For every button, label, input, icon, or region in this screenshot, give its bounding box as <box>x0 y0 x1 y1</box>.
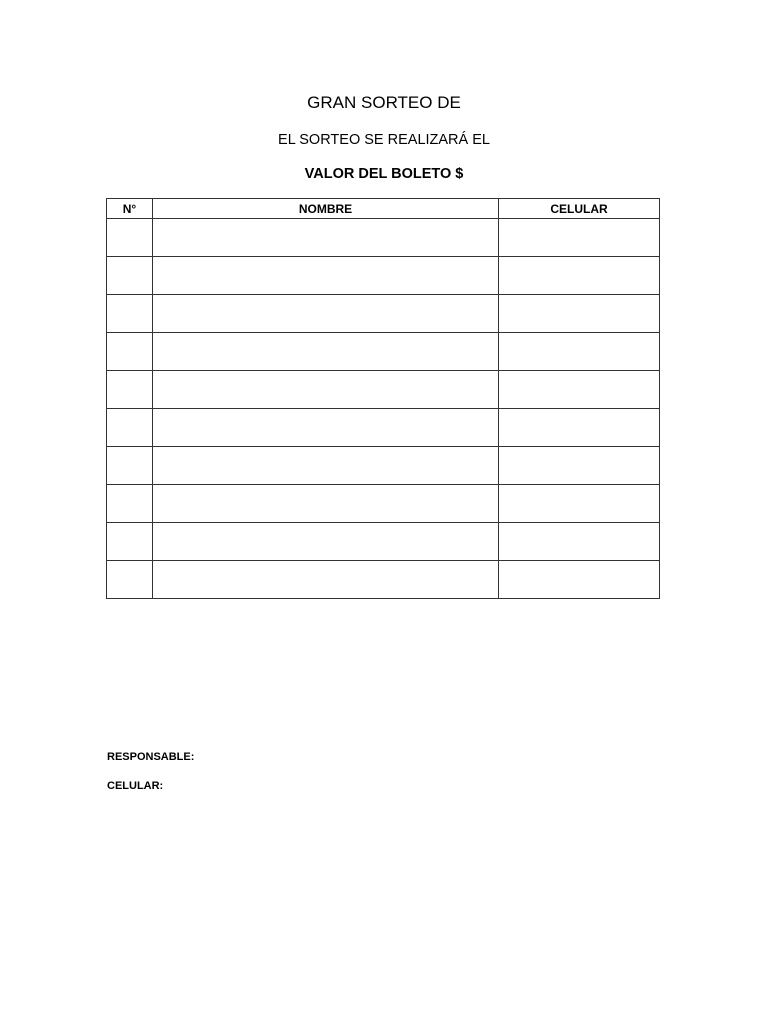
raffle-title: GRAN SORTEO DE <box>307 93 461 112</box>
number-cell <box>107 333 153 371</box>
phone-cell <box>499 447 660 485</box>
number-cell <box>107 523 153 561</box>
name-cell <box>153 219 499 257</box>
responsible-label: RESPONSABLE: <box>107 751 195 763</box>
table-row <box>107 295 660 333</box>
phone-label: CELULAR: <box>107 780 164 792</box>
column-header-name: NOMBRE <box>153 199 499 219</box>
table-row <box>107 523 660 561</box>
name-cell <box>153 333 499 371</box>
name-cell <box>153 485 499 523</box>
number-cell <box>107 409 153 447</box>
name-cell <box>153 561 499 599</box>
table-header-row <box>107 199 660 219</box>
participants-table <box>106 198 660 599</box>
column-header-phone: CELULAR <box>499 199 660 219</box>
phone-cell <box>499 219 660 257</box>
name-cell <box>153 371 499 409</box>
phone-cell <box>499 295 660 333</box>
number-cell <box>107 295 153 333</box>
table-row <box>107 447 660 485</box>
name-cell <box>153 257 499 295</box>
table-row <box>107 409 660 447</box>
number-cell <box>107 219 153 257</box>
table-row <box>107 561 660 599</box>
number-cell <box>107 371 153 409</box>
phone-cell <box>499 485 660 523</box>
name-cell <box>153 523 499 561</box>
phone-cell <box>499 409 660 447</box>
phone-cell <box>499 561 660 599</box>
table-row <box>107 219 660 257</box>
name-cell <box>153 447 499 485</box>
phone-cell <box>499 523 660 561</box>
name-cell <box>153 295 499 333</box>
phone-cell <box>499 257 660 295</box>
ticket-price-line: VALOR DEL BOLETO $ <box>304 166 464 182</box>
table-row <box>107 257 660 295</box>
phone-cell <box>499 371 660 409</box>
raffle-date-line: EL SORTEO SE REALIZARÁ EL <box>278 132 490 148</box>
name-cell <box>153 409 499 447</box>
table-row <box>107 485 660 523</box>
number-cell <box>107 485 153 523</box>
phone-cell <box>499 333 660 371</box>
table-row <box>107 371 660 409</box>
column-header-number: N° <box>107 199 153 219</box>
number-cell <box>107 447 153 485</box>
number-cell <box>107 561 153 599</box>
table-row <box>107 333 660 371</box>
number-cell <box>107 257 153 295</box>
